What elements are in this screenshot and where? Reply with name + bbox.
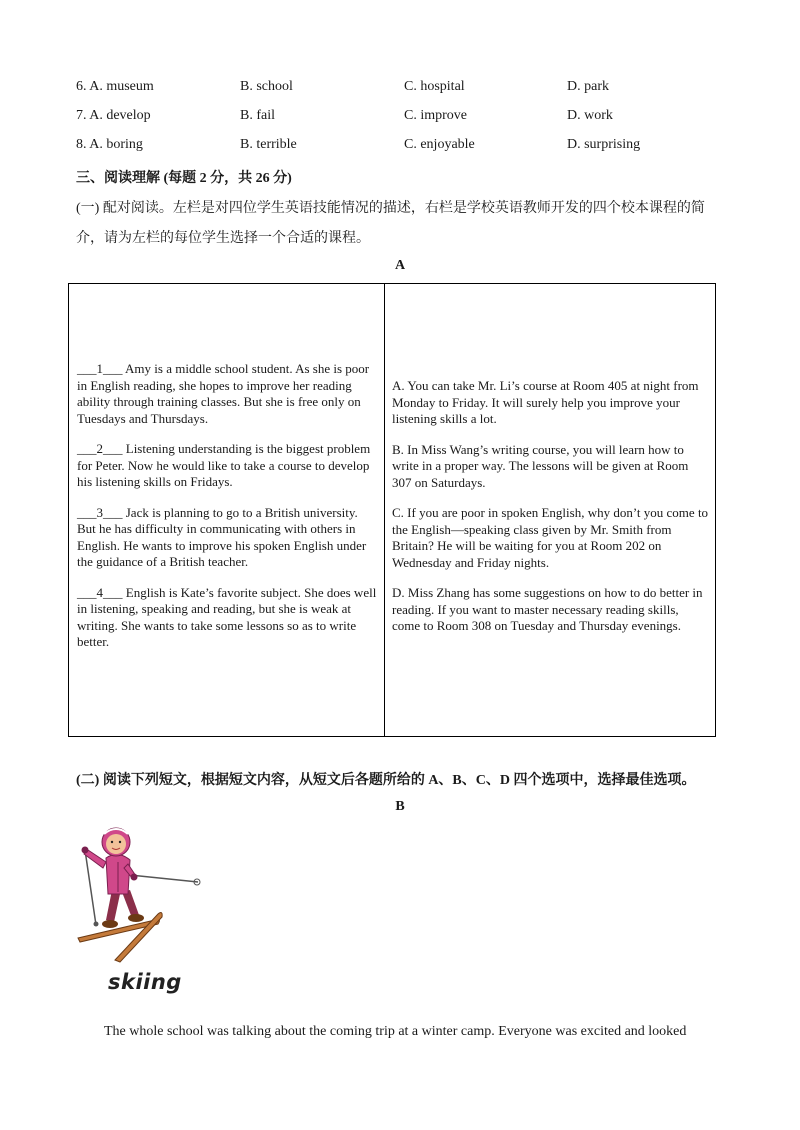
option-d: D. work: [567, 108, 613, 123]
matching-instruction: (一) 配对阅读。左栏是对四位学生英语技能情况的描述，右栏是学校英语教师开发的四个校本课程的简介，请为左栏的每位学生选择一个合适的课程。: [76, 201, 705, 246]
option-c: C. enjoyable: [404, 137, 475, 152]
course-description: B. In Miss Wang’s writing course, you will learn how to write in a proper way. The lessons will be given at Room 307 on Saturdays.: [392, 441, 689, 490]
option-c: C. improve: [404, 108, 467, 123]
question-8-options: [76, 137, 736, 157]
student-description: ___2___ Listening understanding is the biggest problem for Peter. Now he would like to take a course to develop his listening skills on Fridays.: [77, 441, 371, 489]
section-title: 三、阅读理解 (每题 2 分，共 26 分): [76, 171, 292, 186]
courses-column: [392, 378, 710, 649]
course-description: A. You can take Mr. Li’s course at Room 405 at night from Monday to Friday. It will surely help you improve your listening skills a lot.: [392, 378, 699, 426]
column-divider: [384, 284, 385, 736]
passage-label-a: A: [394, 258, 406, 273]
question-7-options: [76, 108, 736, 128]
student-description: ___4___ English is Kate’s favorite subject. She does well in listening, speaking and reading, but she is weak at writing. She wants to take some lessons so as to write better.: [77, 584, 377, 649]
option-b: B. fail: [240, 108, 275, 123]
option-a: 6. A. museum: [76, 79, 154, 94]
option-c: C. hospital: [404, 79, 465, 94]
option-d: D. park: [567, 79, 609, 94]
option-d: D. surprising: [567, 137, 641, 152]
passage-text: The whole school was talking about the coming trip at a winter camp. Everyone was excited and looked: [104, 1024, 687, 1039]
students-column: [77, 361, 377, 665]
option-a: 7. A. develop: [76, 108, 151, 123]
option-a: 8. A. boring: [76, 137, 143, 152]
image-caption: skiing: [108, 970, 182, 994]
reading-instruction: (二) 阅读下列短文，根据短文内容，从短文后各题所给的 A、B、C、D 四个选项中，选择最佳选项。: [76, 773, 696, 788]
matching-table: [68, 283, 716, 737]
student-description: ___1___ Amy is a middle school student. As she is poor in English reading, she hopes to improve her reading ability through training classes. But she is free only on Tuesdays and Thursdays.: [77, 361, 370, 426]
passage-label-b: B: [395, 799, 405, 814]
course-description: C. If you are poor in spoken English, why don’t you come to the English—speaking class given by Mr. Smith from Britain? He will be waiting for you at Room 202 on Wednesday and Friday nights.: [392, 505, 709, 570]
option-b: B. terrible: [240, 137, 297, 152]
option-b: B. school: [240, 79, 293, 94]
question-6-options: [76, 79, 736, 99]
student-description: ___3___ Jack is planning to go to a British university. But he has difficulty in communicating with others in English. He wants to improve his spoken English under the guidance of a British teacher.: [77, 504, 367, 569]
course-description: D. Miss Zhang has some suggestions on how to do better in reading. If you want to master necessary reading skills, come to Room 308 on Tuesday and Thursday evenings.: [392, 585, 703, 633]
